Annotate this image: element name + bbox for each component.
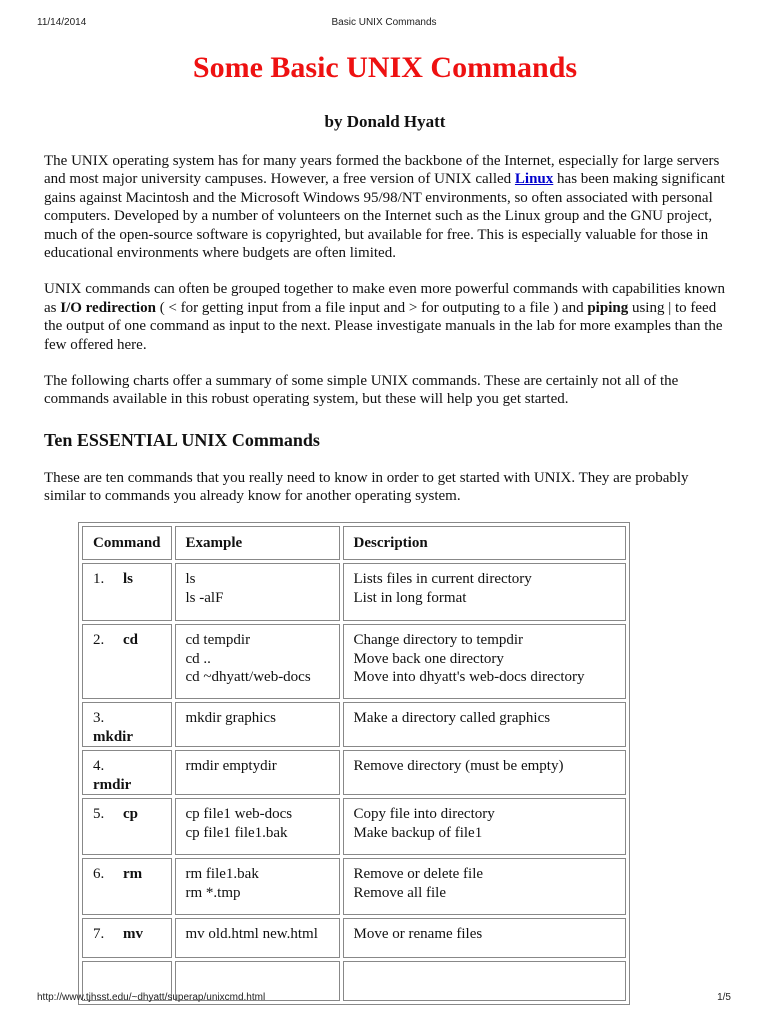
- linux-link[interactable]: Linux: [514, 171, 554, 188]
- description-cell: Lists files in current directory List in long format: [343, 563, 626, 621]
- command-cell: 5. cp: [82, 798, 172, 855]
- table-row: [82, 750, 626, 795]
- intro-paragraph: [44, 152, 726, 262]
- section-heading: Ten ESSENTIAL UNIX Commands: [44, 429, 320, 450]
- command-name: mv: [123, 926, 143, 943]
- table-row: [82, 918, 626, 958]
- essential-intro-paragraph: These are ten commands that you really need to know in order to get started with UNIX. They are probably similar to commands you already know for another operating system.: [44, 469, 689, 505]
- description-cell: Copy file into directory Make backup of file1: [343, 798, 626, 855]
- command-cell: 3.mkdir: [82, 702, 172, 747]
- intro-text-2: has been making significant gains against Macintosh and the Microsoft Windows 95/98/NT environments, so often associated with personal computers. Developed by a number of volunteers on the Internet such as the Linux group and the GNU project, much of the open-source software is copyrighted, but available for free. This is especially valuable for those in educational environments where budgets are often limited.: [44, 171, 725, 262]
- print-doc-title: Basic UNIX Commands: [331, 17, 437, 28]
- piping-term: piping: [587, 299, 629, 316]
- command-cell: 2. cd: [82, 624, 172, 699]
- print-url: http://www.tjhsst.edu/~dhyatt/superap/unixcmd.html: [37, 992, 266, 1003]
- table-header-row: [82, 526, 626, 560]
- table-row: [82, 858, 626, 915]
- charts-paragraph: The following charts offer a summary of some simple UNIX commands. These are certainly not all of the commands available in this robust operating system, but these will help you get started.: [44, 373, 679, 408]
- example-cell: rm file1.bak rm *.tmp: [175, 858, 340, 915]
- header-example: Example: [175, 526, 340, 560]
- command-cell: 1. ls: [82, 563, 172, 621]
- description-cell: Make a directory called graphics: [343, 702, 626, 747]
- author-line: by Donald Hyatt: [324, 112, 446, 131]
- example-cell: cd tempdir cd .. cd ~dhyatt/web-docs: [175, 624, 340, 699]
- description-cell: Remove directory (must be empty): [343, 750, 626, 795]
- redirection-paragraph: [44, 280, 726, 354]
- command-name: ls: [123, 571, 134, 587]
- description-cell: Move or rename files: [343, 918, 626, 958]
- table-row: [82, 702, 626, 747]
- table-row: [82, 798, 626, 855]
- example-cell: mv old.html new.html: [175, 918, 340, 958]
- command-cell: 6. rm: [82, 858, 172, 915]
- command-cell: 7. mv: [82, 918, 172, 958]
- example-cell: cp file1 web-docs cp file1 file1.bak: [175, 798, 340, 855]
- redirection-text-2: ( < for getting input from a file input and > for outputing to a file ) and: [155, 299, 588, 316]
- print-date: 11/14/2014: [37, 17, 87, 28]
- description-cell: Remove or delete file Remove all file: [343, 858, 626, 915]
- page-content: [44, 46, 726, 506]
- example-cell: mkdir graphics: [175, 702, 340, 747]
- command-name: rmdir: [93, 776, 132, 793]
- command-name: mkdir: [93, 728, 134, 745]
- print-footer: [37, 992, 731, 1006]
- example-cell: ls ls -alF: [175, 563, 340, 621]
- command-name: cd: [123, 632, 138, 648]
- print-header: [37, 17, 731, 31]
- command-name: rm: [123, 866, 143, 883]
- table-row: [82, 624, 626, 699]
- redirection-text-1: UNIX commands can often be grouped together to make even more powerful commands with capabilities known as: [44, 281, 726, 316]
- print-page-number: 1/5: [717, 992, 731, 1003]
- commands-table: [78, 522, 630, 1005]
- example-cell: rmdir emptydir: [175, 750, 340, 795]
- header-command: Command: [82, 526, 172, 560]
- io-redirection-term: I/O redirection: [60, 299, 156, 316]
- page-title: Some Basic UNIX Commands: [192, 51, 578, 84]
- description-cell: Change directory to tempdir Move back one directory Move into dhyatt's web-docs directory: [343, 624, 626, 699]
- redirection-text-3: using | to feed the output of one command as input to the next. Please investigate manuals in the lab for more examples than the few offered here.: [44, 299, 723, 353]
- table-row: [82, 563, 626, 621]
- command-name: cp: [123, 806, 138, 823]
- command-cell: 4.rmdir: [82, 750, 172, 795]
- header-description: Description: [343, 526, 626, 560]
- intro-text-1: The UNIX operating system has for many years formed the backbone of the Internet, especially for large servers and most major university campuses. However, a free version of UNIX called: [44, 153, 720, 188]
